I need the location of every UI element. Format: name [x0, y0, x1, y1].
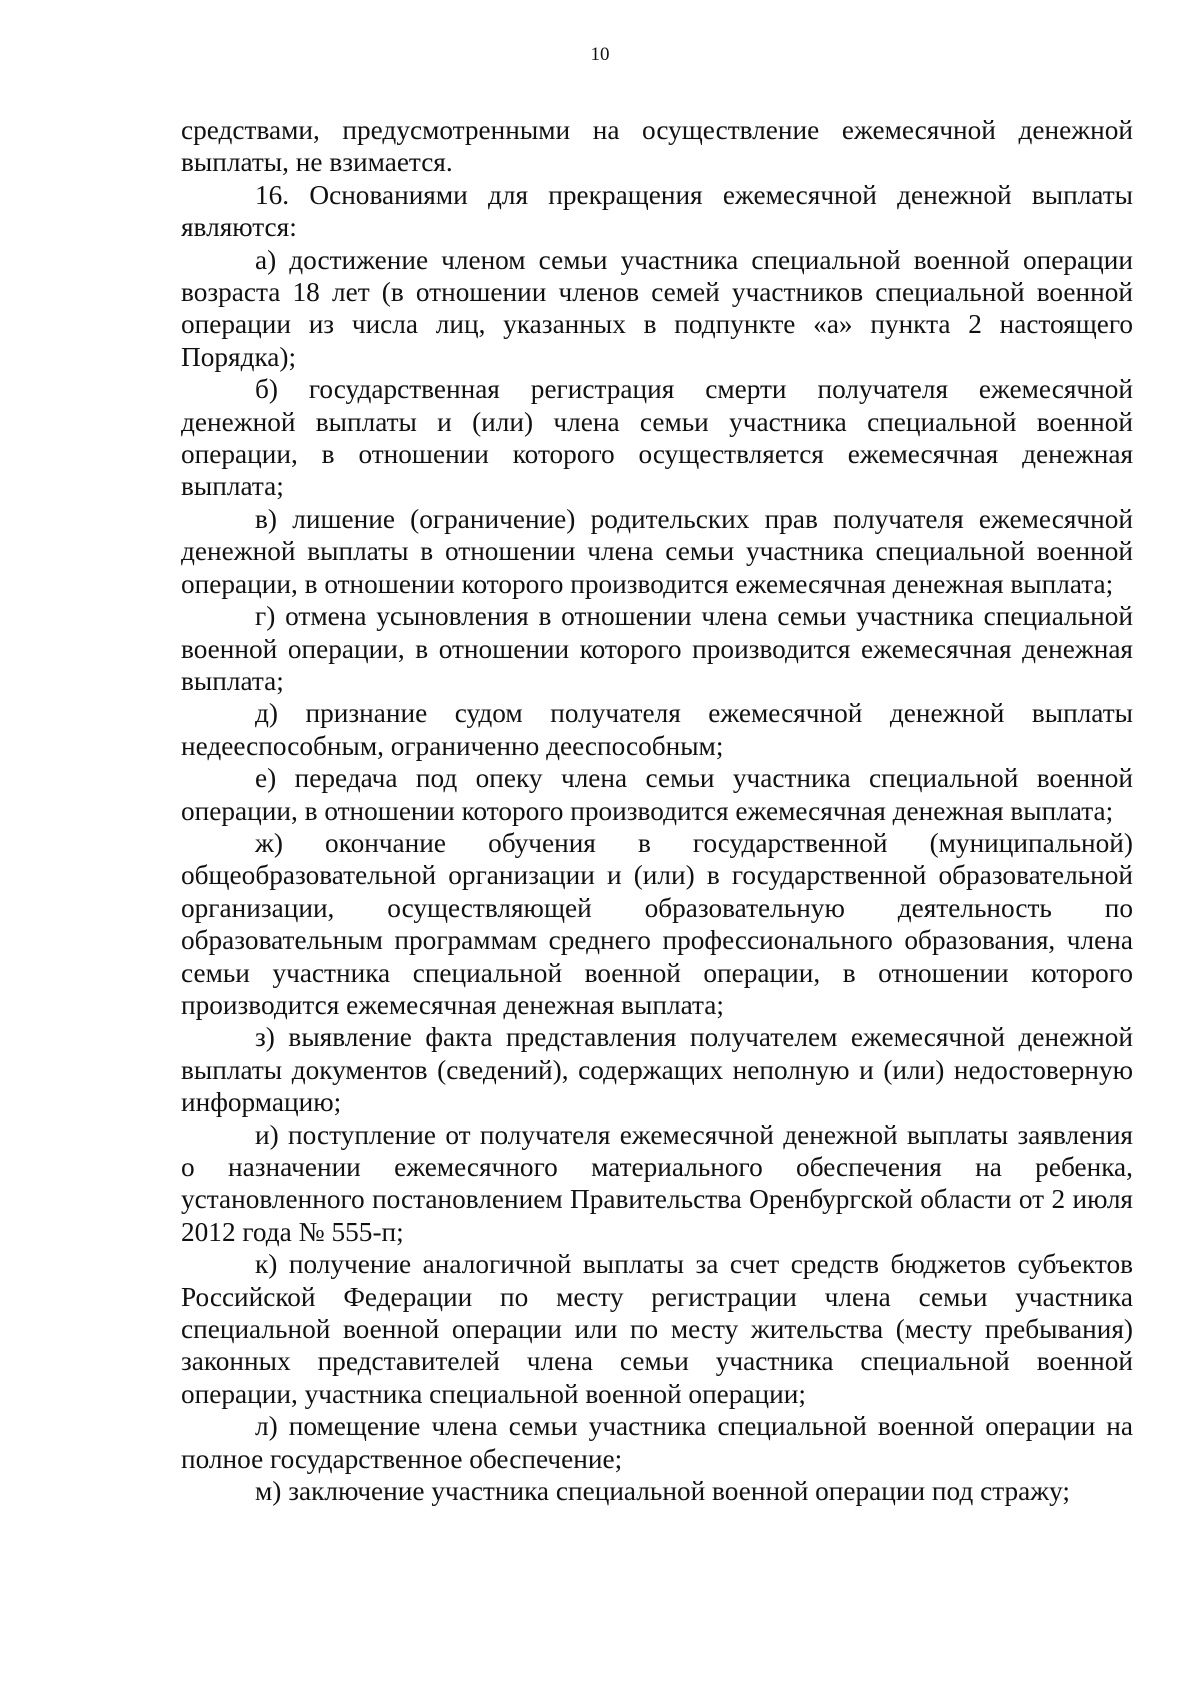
list-item-z: з) выявление факта представления получателем ежемесячной денежной выплаты документов (сведений), содержащих неполную и (или) недостоверную информацию;	[181, 1022, 1133, 1118]
list-item-b: б) государственная регистрация смерти получателя ежемесячной денежной выплаты и (или) члена семьи участника специальной военной операции, в отношении которого осуществляется ежемесячная денежная выплата;	[181, 374, 1133, 502]
list-item-d: д) признание судом получателя ежемесячной денежной выплаты недееспособным, ограниченно дееспособным;	[181, 698, 1133, 761]
list-item-k: к) получение аналогичной выплаты за счет средств бюджетов субъектов Российской Федерации по месту регистрации члена семьи участника специальной военной операции или по месту жительства (месту пребывания) законных представителей члена семьи участника специальной военной операции, участника специальной военной операции;	[181, 1249, 1133, 1409]
list-item-v: в) лишение (ограничение) родительских прав получателя ежемесячной денежной выплаты в отношении члена семьи участника специальной военной операции, в отношении которого производится ежемесячная денежная выплата;	[181, 503, 1133, 599]
list-item-i: и) поступление от получателя ежемесячной денежной выплаты заявления о назначении ежемесячного материального обеспечения на ребенка, установленного постановлением Правительства Оренбургской области от 2 июля 2012 года № 555-п;	[181, 1119, 1133, 1247]
list-item-zh: ж) окончание обучения в государственной (муниципальной) общеобразовательной организации и (или) в государственной образовательной организации, осуществляющей образовательную деятельность по образовательным программам среднего профессионального образования, члена семьи участника специальной военной операции, в отношении которого производится ежемесячная денежная выплата;	[181, 827, 1133, 1020]
list-item-g: г) отмена усыновления в отношении члена семьи участника специальной военной операции, в отношении которого производится ежемесячная денежная выплата;	[181, 601, 1133, 696]
list-item-e: е) передача под опеку члена семьи участника специальной военной операции, в отношении которого производится ежемесячная денежная выплата;	[181, 763, 1133, 826]
document-body	[181, 114, 1133, 1507]
page-number: 10	[590, 44, 610, 65]
paragraph-continuation: средствами, предусмотренными на осуществление ежемесячной денежной выплаты, не взимается.	[181, 115, 1133, 178]
paragraph-16-heading: 16. Основаниями для прекращения ежемесячной денежной выплаты являются:	[181, 179, 1133, 243]
list-item-l: л) помещение члена семьи участника специальной военной операции на полное государственное обеспечение;	[181, 1411, 1133, 1474]
list-item-a: а) достижение членом семьи участника специальной военной операции возраста 18 лет (в отношении членов семей участников специальной военной операции из числа лиц, указанных в подпункте «а» пункта 2 настоящего Порядка);	[181, 244, 1133, 372]
list-item-m: м) заключение участника специальной военной операции под стражу;	[255, 1476, 1070, 1507]
